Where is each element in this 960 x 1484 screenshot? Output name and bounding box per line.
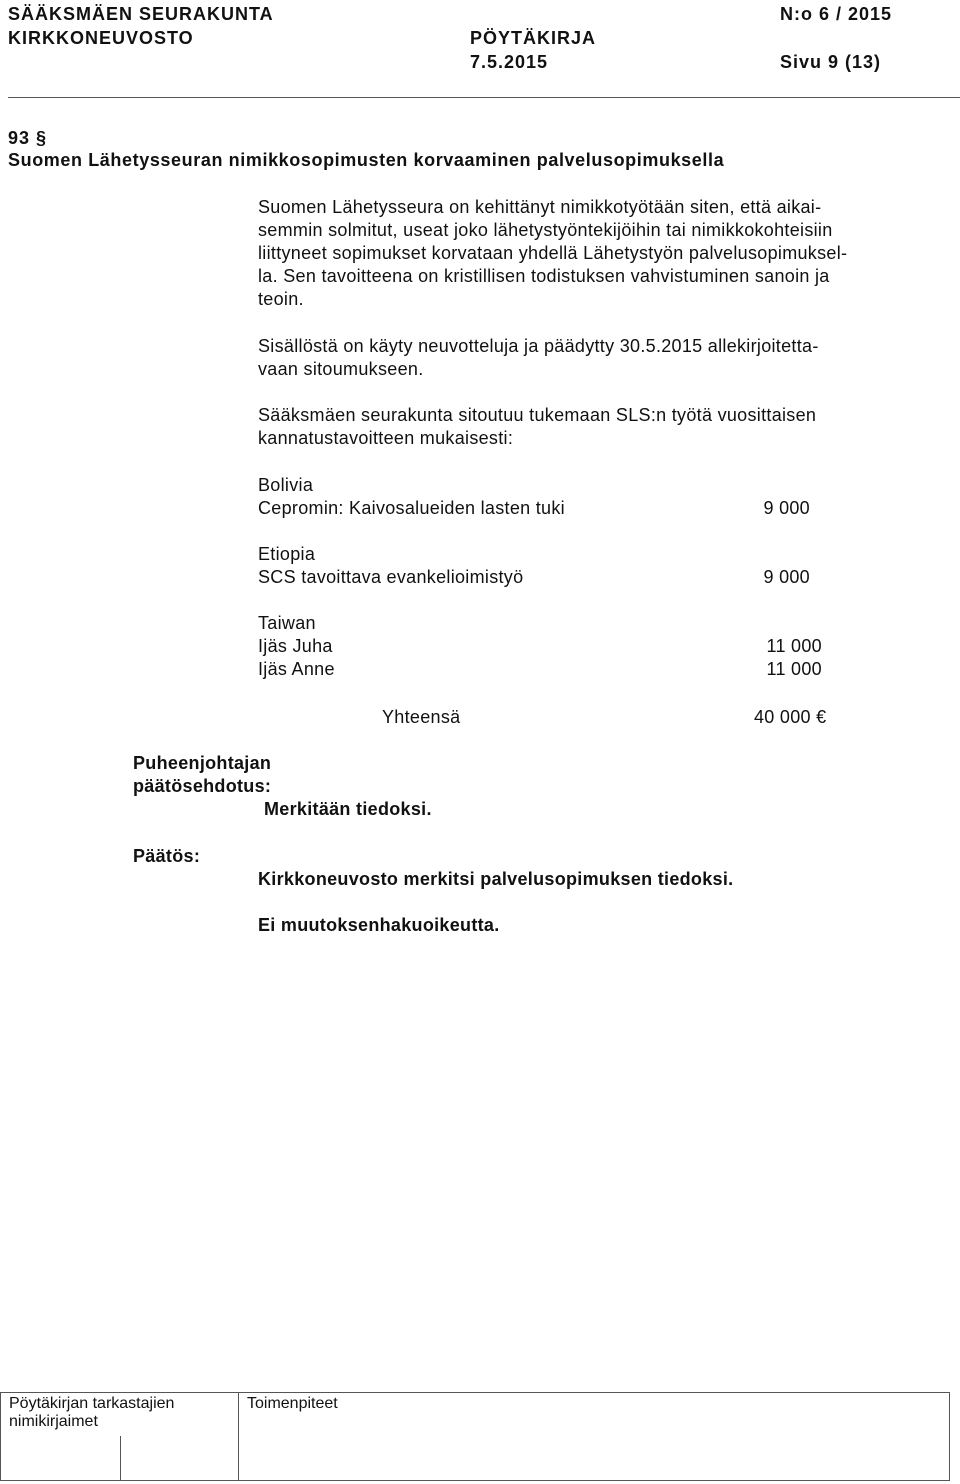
- proposal-label: [133, 752, 271, 798]
- reviewers-label: Pöytäkirjan tarkastajien: [9, 1395, 175, 1412]
- text-line: vaan sitoumukseen.: [258, 359, 424, 379]
- item-taiwan: Ijäs Anne: [258, 659, 335, 679]
- decision-label: Päätös:: [133, 846, 201, 866]
- section-title: Suomen Lähetysseuran nimikkosopimusten korvaaminen palvelusopimuksella: [8, 150, 725, 170]
- text-line: Sisällöstä on käyty neuvotteluja ja päädytty 30.5.2015 allekirjoitetta-: [258, 336, 819, 356]
- council-name: KIRKKONEUVOSTO: [8, 28, 194, 48]
- country-taiwan: Taiwan: [258, 613, 316, 633]
- paragraph-negotiations: [258, 335, 819, 381]
- country-etiopia: Etiopia: [258, 544, 316, 564]
- amount-taiwan: 11 000: [766, 659, 822, 679]
- paragraph-intro: [258, 196, 847, 311]
- country-bolivia: Bolivia: [258, 475, 314, 495]
- text-line: Suomen Lähetysseura on kehittänyt nimikkotyötään siten, että aikai-: [258, 197, 822, 217]
- document-number: N:o 6 / 2015: [780, 4, 893, 24]
- org-name: SÄÄKSMÄEN SEURAKUNTA: [8, 4, 274, 24]
- text-line: teoin.: [258, 289, 304, 309]
- item-etiopia: SCS tavoittava evankelioimistyö: [258, 567, 524, 587]
- text-line: Sääksmäen seurakunta sitoutuu tukemaan SLS:n työtä vuosittaisen: [258, 405, 817, 425]
- total-label: Yhteensä: [382, 707, 461, 727]
- item-bolivia: Cepromin: Kaivosalueiden lasten tuki: [258, 498, 565, 518]
- proposal-label-line: päätösehdotus:: [133, 776, 272, 796]
- item-taiwan: Ijäs Juha: [258, 636, 333, 656]
- signature-table: [0, 1392, 950, 1481]
- header-divider: [8, 97, 960, 98]
- section-symbol: §: [36, 128, 48, 148]
- total-amount: 40 000 €: [754, 707, 827, 727]
- section-number: 93: [8, 128, 31, 148]
- text-line: la. Sen tavoitteena on kristillisen todistuksen vahvistuminen sanoin ja: [258, 266, 830, 286]
- appeal-note: Ei muutoksenhakuoikeutta.: [258, 915, 500, 935]
- reviewers-label: nimikirjaimet: [9, 1413, 98, 1430]
- footer-divider: [120, 1436, 121, 1480]
- actions-cell: [239, 1393, 950, 1481]
- section-heading: [8, 128, 47, 149]
- text-line: semmin solmitut, useat joko lähetystyöntekijöihin tai nimikkokohteisiin: [258, 220, 833, 240]
- proposal-text: Merkitään tiedoksi.: [264, 799, 432, 819]
- actions-label: Toimenpiteet: [247, 1395, 338, 1412]
- text-line: liittyneet sopimukset korvataan yhdellä Lähetystyön palvelusopimuksel-: [258, 243, 848, 263]
- document-type: PÖYTÄKIRJA: [470, 28, 597, 48]
- paragraph-commitment: [258, 404, 816, 450]
- amount-bolivia: 9 000: [763, 498, 810, 518]
- decision-text: Kirkkoneuvosto merkitsi palvelusopimuksen tiedoksi.: [258, 869, 734, 889]
- proposal-label-line: Puheenjohtajan: [133, 753, 272, 773]
- page-number: Sivu 9 (13): [780, 52, 882, 72]
- text-line: kannatustavoitteen mukaisesti:: [258, 428, 514, 448]
- amount-etiopia: 9 000: [763, 567, 810, 587]
- amount-taiwan: 11 000: [766, 636, 822, 656]
- meeting-date: 7.5.2015: [470, 52, 549, 72]
